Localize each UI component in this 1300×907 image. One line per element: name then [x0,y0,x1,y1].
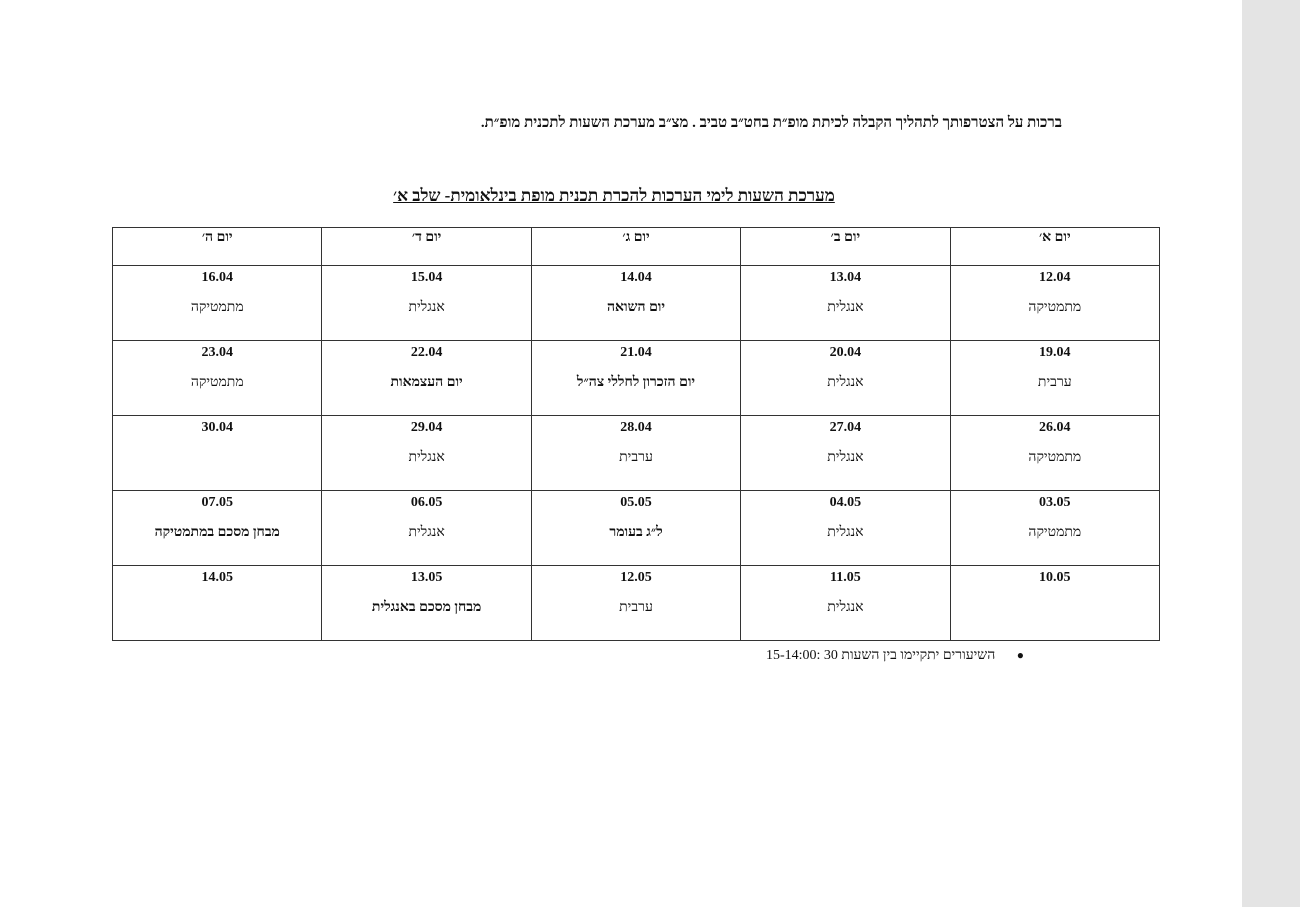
schedule-cell [113,416,322,491]
cell-subject: מתמטיקה [190,375,244,390]
cell-subject: אנגלית [408,300,445,315]
schedule-cell [741,266,950,341]
cell-subject: ערבית [1037,375,1072,390]
cell-date: 12.05 [620,570,652,585]
cell-subject: אנגלית [827,450,864,465]
hours-note [766,648,1024,664]
schedule-cell [741,416,950,491]
table-row [113,566,1160,641]
schedule-cell [741,491,950,566]
cell-subject [951,600,1159,616]
schedule-cell [950,566,1159,641]
column-header: יום ב׳ [741,228,950,266]
cell-subject: ערבית [619,450,653,465]
cell-date: 22.04 [410,345,443,360]
cell-subject: אנגלית [827,300,864,315]
cell-date: 30.04 [201,420,233,435]
hours-note-text: השיעורים יתקיימו בין השעות 30 :15-14:00 [765,648,996,663]
header-row [113,228,1160,266]
column-header: יום ה׳ [113,228,322,266]
bullet-icon: ● [1016,648,1024,662]
cell-date: 10.05 [1039,570,1071,585]
cell-subject [113,600,321,616]
cell-subject: ל״ג בעומר [609,525,663,540]
table-row [113,416,1160,491]
schedule-cell [950,341,1159,416]
table-row [113,341,1160,416]
schedule-cell [322,266,531,341]
cell-date: 05.05 [620,495,652,510]
schedule-cell [322,566,531,641]
cell-subject: יום הזכרון לחללי צה״ל [576,375,696,390]
cell-date: 14.05 [201,570,233,585]
cell-date: 26.04 [1039,420,1071,435]
schedule-cell [950,491,1159,566]
cell-subject: אנגלית [827,375,864,390]
schedule-cell [113,341,322,416]
cell-date: 14.04 [620,270,652,285]
cell-date: 27.04 [829,420,862,435]
schedule-cell [531,341,740,416]
schedule-cell [531,491,740,566]
column-header: יום ד׳ [322,228,531,266]
schedule-cell [113,566,322,641]
cell-date: 04.05 [829,495,862,510]
cell-date: 03.05 [1039,495,1071,510]
schedule-table [112,227,1160,641]
cell-date: 13.05 [410,570,443,585]
cell-subject: מתמטיקה [1028,300,1082,315]
cell-date: 23.04 [201,345,233,360]
schedule-cell [741,341,950,416]
schedule-cell [950,416,1159,491]
column-header: יום א׳ [950,228,1159,266]
schedule-cell [113,266,322,341]
schedule-cell [531,566,740,641]
schedule-title: מערכת השעות לימי הערכות להכרת תכנית מופת בינלאומית- שלב א׳ [393,186,835,205]
cell-date: 19.04 [1039,345,1071,360]
schedule-cell [531,266,740,341]
cell-subject: מתמטיקה [1028,450,1082,465]
cell-subject: יום השואה [606,300,666,315]
cell-date: 11.05 [830,570,861,585]
schedule-cell [741,566,950,641]
cell-date: 06.05 [410,495,443,510]
schedule-cell [950,266,1159,341]
cell-subject [113,450,321,466]
cell-subject: אנגלית [827,600,864,615]
cell-subject: ערבית [619,600,653,615]
schedule-body [113,266,1160,641]
cell-date: 07.05 [201,495,233,510]
schedule-cell [322,341,531,416]
cell-subject: מבחן מסכם במתמטיקה [154,525,280,540]
cell-date: 20.04 [829,345,862,360]
table-row [113,491,1160,566]
table-row [113,266,1160,341]
schedule-cell [322,416,531,491]
cell-date: 21.04 [620,345,652,360]
cell-subject: מתמטיקה [1028,525,1082,540]
schedule-cell [322,491,531,566]
schedule-cell [113,491,322,566]
cell-subject: מתמטיקה [190,300,244,315]
cell-date: 15.04 [410,270,443,285]
cell-subject: אנגלית [408,450,445,465]
intro-text: ברכות על הצטרפותך לתהליך הקבלה לכיתת מופ״ת בחט״ב טביב . מצ״ב מערכת השעות לתכנית מופ״ת. [480,115,1062,131]
column-header: יום ג׳ [531,228,740,266]
cell-subject: מבחן מסכם באנגלית [371,600,482,615]
cell-subject: אנגלית [408,525,445,540]
cell-date: 12.04 [1039,270,1071,285]
cell-date: 28.04 [620,420,652,435]
cell-subject: אנגלית [827,525,864,540]
cell-date: 29.04 [410,420,443,435]
cell-subject: יום העצמאות [390,375,463,390]
schedule-cell [531,416,740,491]
cell-date: 16.04 [201,270,233,285]
cell-date: 13.04 [829,270,862,285]
